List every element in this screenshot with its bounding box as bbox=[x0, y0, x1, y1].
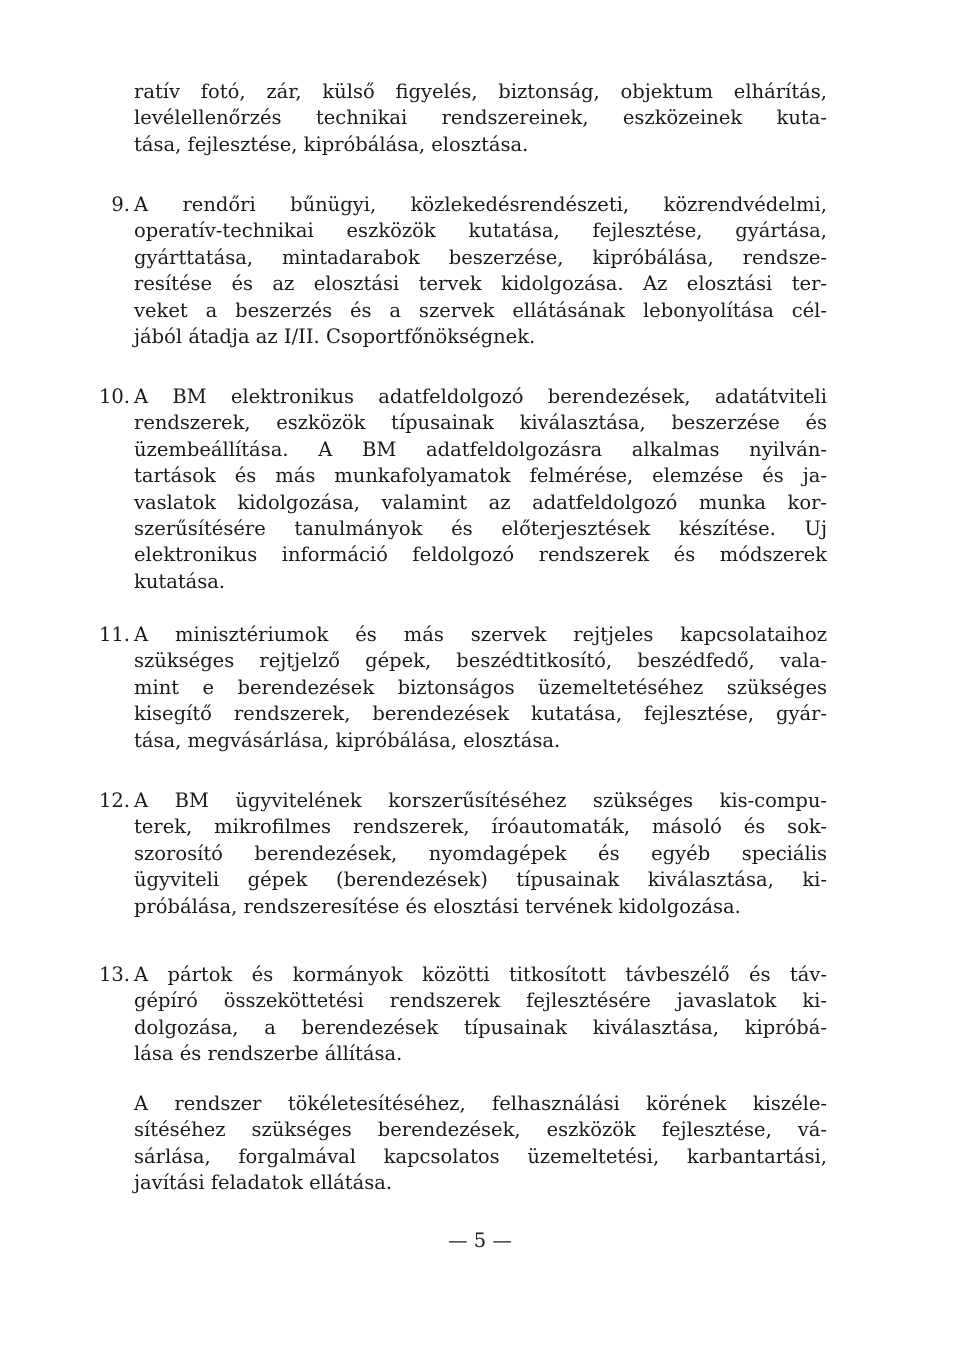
list-item-12 bbox=[98, 788, 827, 920]
text-line: ügyviteli gépek (berendezések) típusainak kiválasztása, ki- bbox=[134, 868, 827, 892]
text-line: lása és rendszerbe állítása. bbox=[134, 1042, 403, 1066]
list-item-number: 12. bbox=[98, 789, 130, 812]
text-line: tása, megvásárlása, kipróbálása, elosztása. bbox=[134, 728, 561, 752]
paragraph-continuation bbox=[134, 79, 827, 158]
text-line: terek, mikrofilmes rendszerek, íróautomaták, másoló és sok- bbox=[134, 815, 827, 839]
text-line: A BM ügyvitelének korszerűsítéséhez szükséges kis-compu- bbox=[134, 789, 827, 812]
list-item-number: 11. bbox=[98, 623, 130, 646]
text-line: ratív fotó, zár, külső figyelés, biztonság, objektum elhárítás, bbox=[134, 80, 827, 103]
list-item-9 bbox=[111, 192, 827, 350]
text-line: szükséges rejtjelző gépek, beszédtitkosító, beszédfedő, vala- bbox=[134, 649, 827, 673]
text-line: tása, fejlesztése, kipróbálása, elosztása. bbox=[134, 132, 529, 156]
text-line: gyárttatása, mintadarabok beszerzése, kipróbálása, rendsze- bbox=[134, 245, 827, 269]
text-line: elektronikus információ feldolgozó rendszerek és módszerek bbox=[134, 543, 827, 567]
text-line: tartások és más munkafolyamatok felmérése, elemzése és ja- bbox=[134, 464, 827, 488]
text-line: sítéséhez szükséges berendezések, eszközök fejlesztése, vá- bbox=[134, 1118, 827, 1142]
text-line: vaslatok kidolgozása, valamint az adatfeldolgozó munka kor- bbox=[134, 490, 827, 514]
list-item-number: 13. bbox=[98, 963, 130, 986]
list-item-11 bbox=[98, 622, 827, 754]
text-line: dolgozása, a berendezések típusainak kiválasztása, kipróbá- bbox=[134, 1015, 827, 1039]
text-line: mint e berendezések biztonságos üzemeltetéséhez szükséges bbox=[134, 675, 827, 699]
text-line: jából átadja az I/II. Csoportfőnökségnek. bbox=[134, 324, 536, 348]
text-line: kisegítő rendszerek, berendezések kutatása, fejlesztése, gyár- bbox=[134, 702, 827, 726]
text-line: levélellenőrzés technikai rendszereinek, eszközeinek kuta- bbox=[134, 106, 827, 130]
text-line: javítási feladatok ellátása. bbox=[134, 1171, 393, 1195]
text-line: próbálása, rendszeresítése és elosztási tervének kidolgozása. bbox=[134, 894, 741, 918]
text-line: A pártok és kormányok közötti titkosított távbeszélő és táv- bbox=[134, 963, 827, 986]
closing-paragraph bbox=[134, 1091, 827, 1197]
list-item-number: 10. bbox=[98, 385, 130, 408]
text-line: szerűsítésére tanulmányok és előterjesztések készítése. Uj bbox=[134, 516, 827, 540]
text-line: A rendszer tökéletesítéséhez, felhasználási körének kiszéle- bbox=[134, 1092, 827, 1115]
text-line: A BM elektronikus adatfeldolgozó berendezések, adatátviteli bbox=[134, 385, 827, 408]
page-number: — 5 — bbox=[448, 1229, 512, 1252]
text-line: resítése és az elosztási tervek kidolgozása. Az elosztási ter- bbox=[134, 272, 827, 296]
text-line: gépíró összeköttetési rendszerek fejlesztésére javaslatok ki- bbox=[134, 989, 827, 1013]
text-line: üzembeállítása. A BM adatfeldolgozásra alkalmas nyilván- bbox=[134, 437, 827, 461]
text-line: operatív-technikai eszközök kutatása, fejlesztése, gyártása, bbox=[134, 219, 827, 243]
list-item-13 bbox=[98, 962, 827, 1068]
text-line: veket a beszerzés és a szervek ellátásának lebonyolítása cél- bbox=[134, 298, 827, 322]
list-item-10 bbox=[98, 384, 827, 595]
text-line: sárlása, forgalmával kapcsolatos üzemeltetési, karbantartási, bbox=[134, 1144, 827, 1168]
text-line: rendszerek, eszközök típusainak kiválasztása, beszerzése és bbox=[134, 411, 827, 435]
list-item-number: 9. bbox=[111, 193, 130, 216]
text-line: szorosító berendezések, nyomdagépek és egyéb speciális bbox=[134, 841, 827, 865]
text-line: A minisztériumok és más szervek rejtjeles kapcsolataihoz bbox=[134, 623, 827, 646]
text-line: A rendőri bűnügyi, közlekedésrendészeti, közrendvédelmi, bbox=[134, 193, 827, 216]
text-line: kutatása. bbox=[134, 569, 226, 593]
